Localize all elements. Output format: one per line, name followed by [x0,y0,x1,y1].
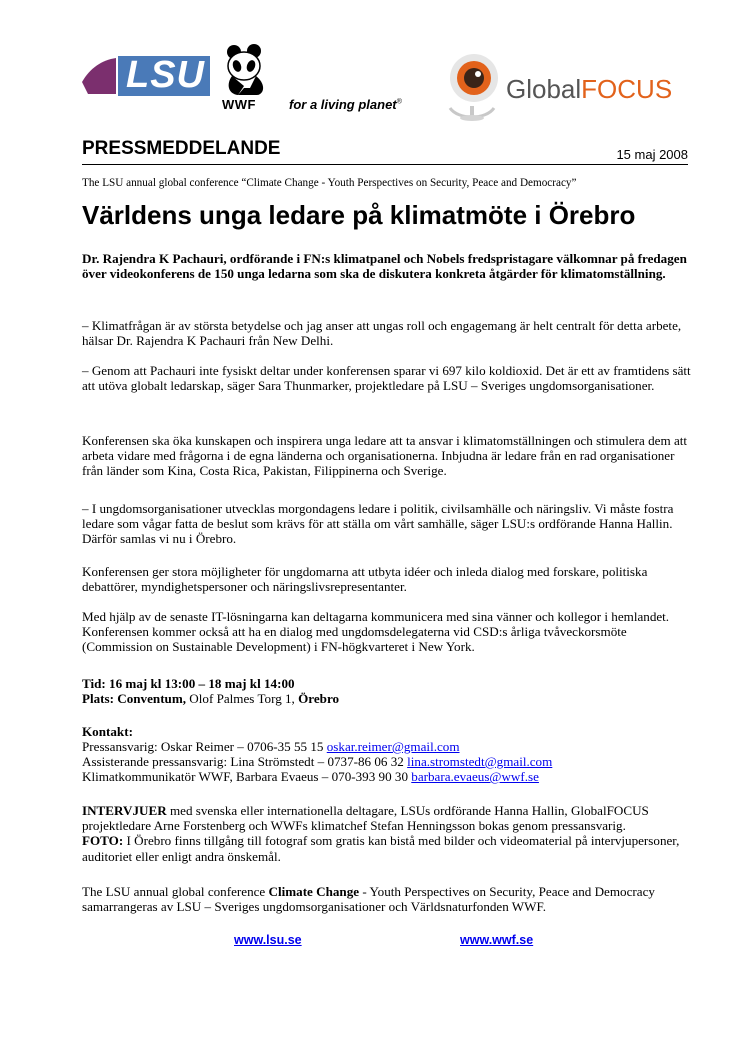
event-place-label: Plats: Conventum, [82,691,187,706]
body-paragraph-2: – Genom att Pachauri inte fysiskt deltar under konferensen sparar vi 697 kilo koldioxid. Det är ett av framtidens sätt att utöva globalt ledarskap, säger Sara Thunmarker, projektledare på LSU – Sveriges ungdomsorganisationer. [82,363,691,394]
conference-subtitle: The LSU annual global conference “Climate Change - Youth Perspectives on Security, Peace and Democracy” [82,177,577,189]
contact-heading: Kontakt: [82,724,133,739]
event-place [82,691,339,706]
contact-email-link[interactable]: lina.stromstedt@gmail.com [407,754,553,769]
doc-type-label: PRESSMEDDELANDE [82,138,281,159]
closing-bold: Climate Change [268,884,360,899]
lead-paragraph: Dr. Rajendra K Pachauri, ordförande i FN:s klimatpanel och Nobels fredspristagare välkomnar på fredagen över videokonferens de 150 unga ledarna som ska de diskutera konkreta åtgärder för klimatomställning. [82,251,687,282]
slogan-text: for a living planet [289,97,397,112]
interviews-label: INTERVJUER [82,803,167,818]
lsu-logo-text: LSU [126,54,205,96]
foto-label: FOTO: [82,833,124,849]
title-divider [82,164,688,165]
closing-part1: The LSU annual global conference [82,884,269,899]
event-place-city: Örebro [298,691,340,706]
globalfocus-suffix: FOCUS [581,74,673,104]
headline: Världens unga ledare på klimatmöte i Örebro [82,200,636,230]
contact-email-link[interactable]: barbara.evaeus@wwf.se [411,769,539,784]
contact-row [82,769,539,784]
event-time: Tid: 16 maj kl 13:00 – 18 maj kl 14:00 [82,676,295,691]
contact-text: Assisterande pressansvarig: Lina Strömstedt – 0737-86 06 32 [82,754,408,769]
globe-eye-icon [444,46,506,122]
press-date: 15 maj 2008 [616,147,688,162]
registered-mark: ® [396,98,402,106]
wwf-logo-text: WWF [222,97,256,112]
globalfocus-text [506,74,672,105]
globalfocus-prefix: Global [506,74,582,104]
body-paragraph-5: Konferensen ger stora möjligheter för ungdomarna att utbyta idéer och inleda dialog med forskare, politiska debattörer, myndighetspersoner och näringslivsrepresentanter. [82,564,648,595]
contact-row [82,754,552,769]
interviews-text: med svenska eller internationella deltagare, LSUs ordförande Hanna Hallin, GlobalFOCUS projektledare Arne Forstenberg och WWFs klimatchef Stefan Henningsson bokas genom pressansvarig. [82,803,649,834]
contact-row [82,739,460,754]
closing-part2: - Youth Perspectives on Security, Peace and Democracy samarrangeras av LSU – Sveriges ungdomsorganisationer och Världsnaturfonden WWF. [82,884,655,915]
body-paragraph-1: – Klimatfrågan är av största betydelse och jag anser att ungas roll och engagemang är helt centralt för detta arbete, hälsar Dr. Rajendra K Pachauri från New Delhi. [82,318,682,349]
wwf-logo [218,44,274,116]
contact-text: Klimatkommunikatör WWF, Barbara Evaeus – 070-393 90 30 [82,769,412,784]
event-place-address: Olof Palmes Torg 1, [186,691,299,706]
panda-icon [222,44,270,96]
globalfocus-logo [444,46,698,126]
contact-text: Pressansvarig: Oskar Reimer – 0706-35 55 15 [82,739,327,754]
lsu-website-link[interactable]: www.lsu.se [234,933,302,947]
body-paragraph-3: Konferensen ska öka kunskapen och inspirera unga ledare att ta ansvar i klimatomställningen och stimulera dem att arbeta vidare med frågorna i de egna länderna och organisationerna. Inbjudna är ledare från en rad organisationer från länder som Kina, Costa Rica, Pakistan, Filippinerna och Sverige. [82,433,688,479]
closing-paragraph [82,884,694,914]
body-paragraph-6: Med hjälp av de senaste IT-lösningarna kan deltagarna kommunicera med sina vänner och kollegor i hemlandet. Konferensen kommer också att ha en dialog med ungdomsdelegaterna vid CSD:s årliga tvåveckorsmöte (Commission on Sustainable Development) i FN-högkvarteret i New York. [82,609,670,655]
lsu-logo [82,52,210,97]
interviews-paragraph [82,803,694,864]
body-paragraph-4: – I ungdomsorganisationer utvecklas morgondagens ledare i politik, civilsamhälle och näringsliv. Vi måste fostra ledare som vågar fatta de beslut som krävs för att ställa om vårt samhälle, säger LSU:s ordförande Hanna Hallin. Därför samlas vi nu i Örebro. [82,501,674,547]
wwf-slogan [289,97,402,112]
foto-text: I Örebro finns tillgång till fotograf som gratis kan bistå med bilder och videomaterial på intervjupersoner, auditoriet eller enligt andra önskemål. [82,833,680,864]
wwf-website-link[interactable]: www.wwf.se [460,933,534,947]
contact-email-link[interactable]: oskar.reimer@gmail.com [326,739,460,754]
